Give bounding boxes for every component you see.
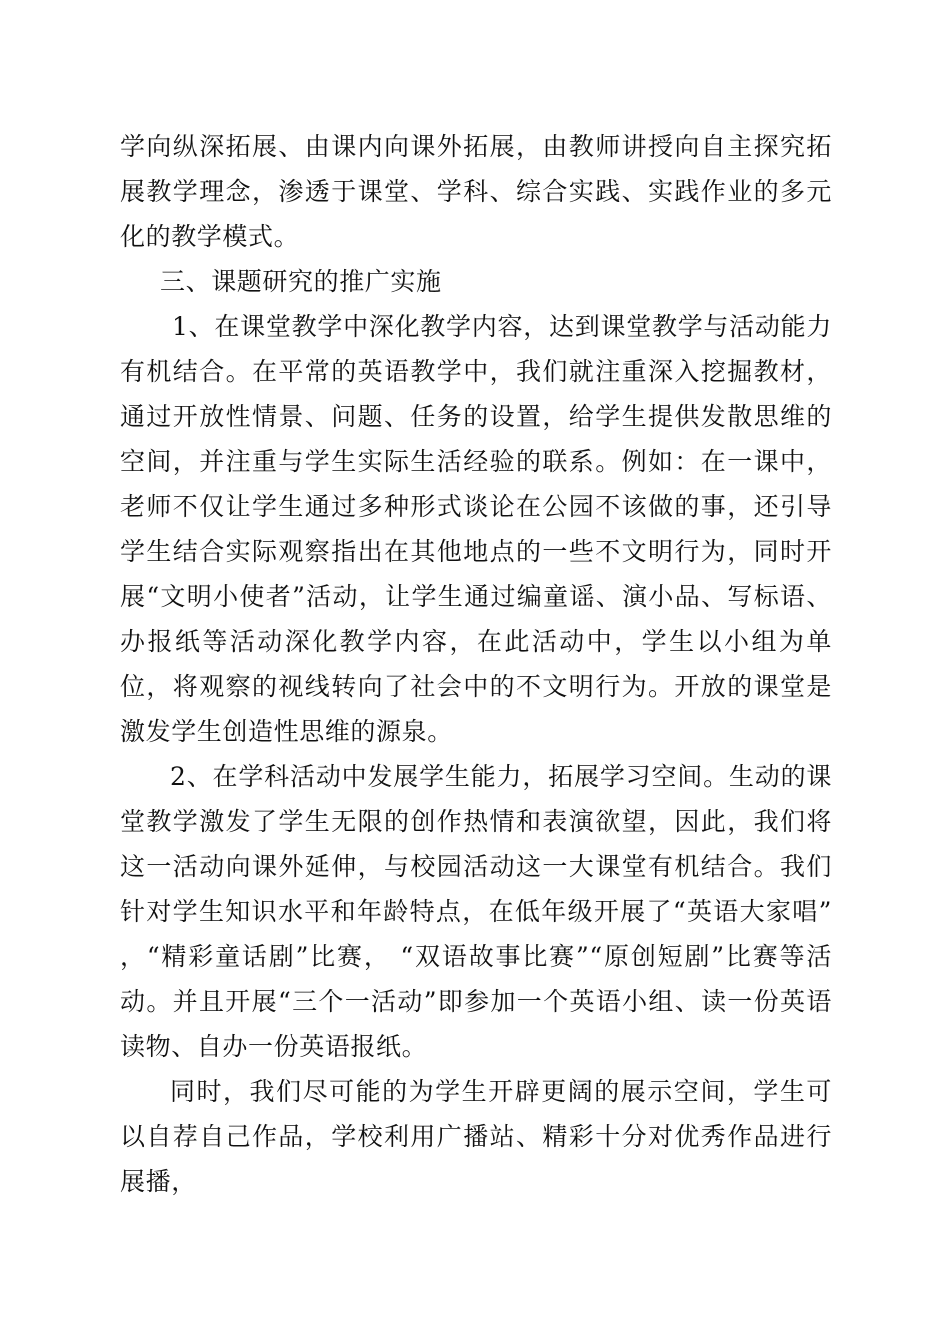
paragraph-continuation: 学向纵深拓展、由课内向课外拓展，由教师讲授向自主探究拓展教学理念，渗透于课堂、学科、综合实践、实践作业的多元化的教学模式。	[120, 132, 832, 251]
paragraph-meanwhile: 同时，我们尽可能的为学生开辟更阔的展示空间，学生可以自荐自己作品，学校利用广播站、精彩十分对优秀作品进行展播，	[120, 1077, 832, 1196]
paragraph-item-1: 1、在课堂教学中深化教学内容，达到课堂教学与活动能力有机结合。在平常的英语教学中，我们就注重深入挖掘教材，通过开放性情景、问题、任务的设置，给学生提供发散思维的空间，并注重与学生实际生活经验的联系。例如：在一课中，老师不仅让学生通过多种形式谈论在公园不该做的事，还引导学生结合实际观察指出在其他地点的一些不文明行为，同时开展“文明小使者”活动，让学生通过编童谣、演小品、写标语、办报纸等活动深化教学内容，在此活动中，学生以小组为单位，将观察的视线转向了社会中的不文明行为。开放的课堂是激发学生创造性思维的源泉。	[120, 312, 832, 746]
section-heading: 三、课题研究的推广实施	[160, 267, 442, 296]
document-body	[120, 124, 832, 1204]
paragraph-item-2: 2、在学科活动中发展学生能力，拓展学习空间。生动的课堂教学激发了学生无限的创作热情和表演欲望，因此，我们将这一活动向课外延伸，与校园活动这一大课堂有机结合。我们针对学生知识水平和年龄特点，在低年级开展了“英语大家唱” ，“精彩童话剧”比赛， “双语故事比赛”“原创短剧”比赛等活动。并且开展“三个一活动”即参加一个英语小组、读一份英语读物、自办一份英语报纸。	[120, 762, 832, 1061]
